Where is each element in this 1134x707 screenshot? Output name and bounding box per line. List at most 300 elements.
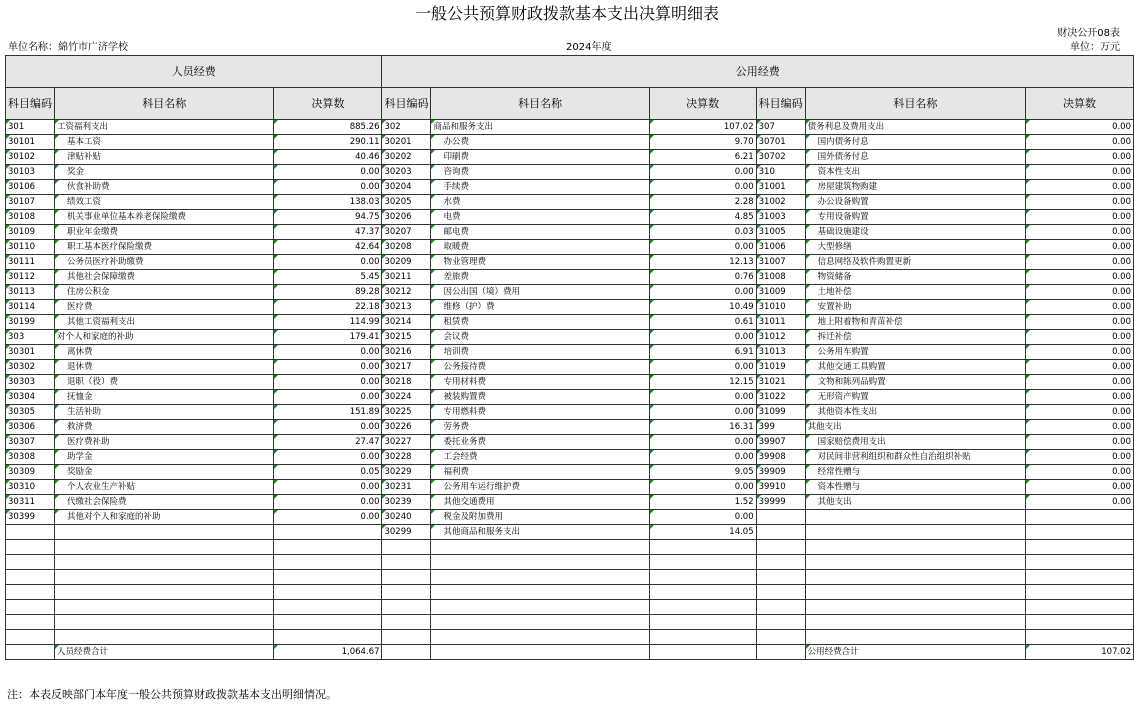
- name-cell: 无形资产购置: [805, 390, 1025, 405]
- name-cell: 抚恤金: [55, 390, 274, 405]
- amount-cell: 9.70: [649, 135, 756, 150]
- amount-cell: [1026, 585, 1134, 600]
- total-personnel-label: 人员经费合计: [55, 645, 274, 660]
- table-row: [6, 315, 1134, 330]
- amount-cell: 0.00: [274, 255, 382, 270]
- code-cell: 31099: [756, 405, 805, 420]
- table-row: [6, 300, 1134, 315]
- amount-cell: 6.21: [649, 150, 756, 165]
- expenditure-table: [5, 55, 1134, 660]
- code-cell: 30212: [382, 285, 431, 300]
- amount-cell: 0.00: [649, 180, 756, 195]
- table-row: [6, 435, 1134, 450]
- amount-cell: 0.00: [1026, 345, 1134, 360]
- total-personnel-amount: 1,064.67: [274, 645, 382, 660]
- name-cell: [805, 615, 1025, 630]
- code-cell: 30305: [6, 405, 55, 420]
- table-row: [6, 390, 1134, 405]
- name-cell: 离休费: [55, 345, 274, 360]
- amount-cell: 0.00: [1026, 405, 1134, 420]
- code-cell: 30208: [382, 240, 431, 255]
- code-cell: 30399: [6, 510, 55, 525]
- table-row: [6, 180, 1134, 195]
- amount-cell: [649, 540, 756, 555]
- amount-cell: 0.00: [1026, 120, 1134, 135]
- name-cell: 租赁费: [431, 315, 649, 330]
- name-cell: 物资储备: [805, 270, 1025, 285]
- code-cell: 39910: [756, 480, 805, 495]
- col-header-amount: 决算数: [649, 88, 756, 120]
- name-cell: [431, 540, 649, 555]
- code-cell: [756, 540, 805, 555]
- code-cell: 30302: [6, 360, 55, 375]
- table-row: [6, 120, 1134, 135]
- table-row: [6, 615, 1134, 630]
- total-public-amount: 107.02: [1026, 645, 1134, 660]
- code-cell: [756, 555, 805, 570]
- amount-cell: 0.61: [649, 315, 756, 330]
- amount-cell: 0.00: [274, 345, 382, 360]
- code-cell: [382, 630, 431, 645]
- col-header-name: 科目名称: [805, 88, 1025, 120]
- amount-cell: 0.00: [274, 375, 382, 390]
- table-row: [6, 630, 1134, 645]
- name-cell: 其他对个人和家庭的补助: [55, 510, 274, 525]
- name-cell: 绩效工资: [55, 195, 274, 210]
- name-cell: 被装购置费: [431, 390, 649, 405]
- code-cell: 30108: [6, 210, 55, 225]
- table-row: [6, 420, 1134, 435]
- amount-cell: [649, 645, 756, 660]
- code-cell: 30213: [382, 300, 431, 315]
- code-cell: [6, 540, 55, 555]
- name-cell: 信息网络及软件购置更新: [805, 255, 1025, 270]
- code-cell: [756, 510, 805, 525]
- code-cell: 30107: [6, 195, 55, 210]
- code-cell: 30206: [382, 210, 431, 225]
- amount-cell: 0.00: [1026, 315, 1134, 330]
- name-cell: 取暖费: [431, 240, 649, 255]
- amount-cell: 0.00: [1026, 390, 1134, 405]
- amount-cell: 290.11: [274, 135, 382, 150]
- table-row: [6, 225, 1134, 240]
- amount-cell: 0.00: [1026, 435, 1134, 450]
- name-cell: 国内债务付息: [805, 135, 1025, 150]
- code-cell: [382, 645, 431, 660]
- code-cell: [756, 615, 805, 630]
- code-cell: 307: [756, 120, 805, 135]
- code-cell: 301: [6, 120, 55, 135]
- name-cell: 印刷费: [431, 150, 649, 165]
- amount-cell: 0.00: [274, 495, 382, 510]
- code-cell: 30216: [382, 345, 431, 360]
- code-cell: 30214: [382, 315, 431, 330]
- name-cell: [805, 630, 1025, 645]
- name-cell: 其他工资福利支出: [55, 315, 274, 330]
- code-cell: [382, 555, 431, 570]
- code-cell: [6, 585, 55, 600]
- table-row: [6, 135, 1134, 150]
- amount-cell: 94.75: [274, 210, 382, 225]
- amount-cell: 89.28: [274, 285, 382, 300]
- code-cell: 30240: [382, 510, 431, 525]
- amount-cell: 0.00: [1026, 300, 1134, 315]
- amount-cell: [1026, 615, 1134, 630]
- code-cell: 39999: [756, 495, 805, 510]
- amount-cell: [274, 600, 382, 615]
- amount-cell: 0.00: [274, 420, 382, 435]
- name-cell: [55, 525, 274, 540]
- name-cell: 公务员医疗补助缴费: [55, 255, 274, 270]
- name-cell: [55, 630, 274, 645]
- code-cell: 302: [382, 120, 431, 135]
- name-cell: 手续费: [431, 180, 649, 195]
- code-cell: 30227: [382, 435, 431, 450]
- name-cell: [805, 540, 1025, 555]
- group-header-personnel: 人员经费: [6, 56, 382, 88]
- name-cell: 专用设备购置: [805, 210, 1025, 225]
- code-cell: 30111: [6, 255, 55, 270]
- name-cell: 福利费: [431, 465, 649, 480]
- amount-cell: 2.28: [649, 195, 756, 210]
- code-cell: 31008: [756, 270, 805, 285]
- table-row: [6, 255, 1134, 270]
- name-cell: 生活补助: [55, 405, 274, 420]
- code-cell: 31013: [756, 345, 805, 360]
- table-row: [6, 240, 1134, 255]
- code-cell: 30228: [382, 450, 431, 465]
- amount-cell: 0.76: [649, 270, 756, 285]
- col-header-amount: 决算数: [274, 88, 382, 120]
- amount-cell: 0.00: [649, 240, 756, 255]
- code-cell: [382, 570, 431, 585]
- amount-cell: 4.85: [649, 210, 756, 225]
- amount-cell: [649, 570, 756, 585]
- table-row: [6, 330, 1134, 345]
- code-cell: 30303: [6, 375, 55, 390]
- code-cell: 31019: [756, 360, 805, 375]
- code-cell: 30218: [382, 375, 431, 390]
- code-cell: 399: [756, 420, 805, 435]
- table-row: [6, 405, 1134, 420]
- code-cell: [756, 630, 805, 645]
- amount-cell: [1026, 630, 1134, 645]
- amount-cell: 0.00: [274, 165, 382, 180]
- amount-cell: 0.00: [1026, 360, 1134, 375]
- name-cell: 邮电费: [431, 225, 649, 240]
- amount-cell: 0.03: [649, 225, 756, 240]
- report-year: 2024年度: [566, 42, 612, 53]
- amount-cell: 5.45: [274, 270, 382, 285]
- name-cell: 文物和陈列品购置: [805, 375, 1025, 390]
- code-cell: 30225: [382, 405, 431, 420]
- name-cell: 代缴社会保险费: [55, 495, 274, 510]
- name-cell: 津贴补贴: [55, 150, 274, 165]
- amount-cell: 0.00: [274, 450, 382, 465]
- code-cell: [756, 600, 805, 615]
- name-cell: [55, 600, 274, 615]
- col-header-name: 科目名称: [431, 88, 649, 120]
- table-row: [6, 510, 1134, 525]
- amount-cell: 40.46: [274, 150, 382, 165]
- code-cell: 303: [6, 330, 55, 345]
- name-cell: 差旅费: [431, 270, 649, 285]
- code-cell: 30226: [382, 420, 431, 435]
- amount-cell: 0.00: [1026, 165, 1134, 180]
- col-header-code: 科目编码: [756, 88, 805, 120]
- name-cell: [431, 645, 649, 660]
- name-cell: 资本性赠与: [805, 480, 1025, 495]
- amount-cell: 114.99: [274, 315, 382, 330]
- code-cell: 30203: [382, 165, 431, 180]
- name-cell: 其他资本性支出: [805, 405, 1025, 420]
- name-cell: 其他支出: [805, 420, 1025, 435]
- code-cell: 30224: [382, 390, 431, 405]
- amount-cell: 1.52: [649, 495, 756, 510]
- code-cell: 30102: [6, 150, 55, 165]
- amount-cell: 0.05: [274, 465, 382, 480]
- code-cell: 30101: [6, 135, 55, 150]
- amount-cell: [1026, 570, 1134, 585]
- name-cell: 工资福利支出: [55, 120, 274, 135]
- total-public-label: 公用经费合计: [805, 645, 1025, 660]
- amount-cell: 0.00: [1026, 195, 1134, 210]
- amount-cell: 0.00: [649, 510, 756, 525]
- code-cell: 30103: [6, 165, 55, 180]
- amount-cell: 0.00: [1026, 270, 1134, 285]
- code-cell: [756, 525, 805, 540]
- name-cell: 助学金: [55, 450, 274, 465]
- amount-cell: 0.00: [1026, 240, 1134, 255]
- name-cell: [55, 540, 274, 555]
- amount-cell: 27.47: [274, 435, 382, 450]
- code-cell: 31005: [756, 225, 805, 240]
- col-header-amount: 决算数: [1026, 88, 1134, 120]
- name-cell: [431, 585, 649, 600]
- name-cell: [431, 615, 649, 630]
- name-cell: 因公出国（境）费用: [431, 285, 649, 300]
- table-row: [6, 555, 1134, 570]
- amount-cell: 0.00: [1026, 180, 1134, 195]
- name-cell: 退休费: [55, 360, 274, 375]
- name-cell: 拆迁补偿: [805, 330, 1025, 345]
- name-cell: 土地补偿: [805, 285, 1025, 300]
- amount-cell: 12.15: [649, 375, 756, 390]
- code-cell: 31022: [756, 390, 805, 405]
- name-cell: [805, 600, 1025, 615]
- code-cell: 30204: [382, 180, 431, 195]
- name-cell: 培训费: [431, 345, 649, 360]
- amount-cell: 0.00: [274, 180, 382, 195]
- name-cell: 办公设备购置: [805, 195, 1025, 210]
- code-cell: 30239: [382, 495, 431, 510]
- code-cell: [382, 615, 431, 630]
- amount-cell: 0.00: [1026, 285, 1134, 300]
- table-row: [6, 195, 1134, 210]
- name-cell: 个人农业生产补贴: [55, 480, 274, 495]
- name-cell: 专用燃料费: [431, 405, 649, 420]
- amount-cell: [274, 570, 382, 585]
- amount-cell: 107.02: [649, 120, 756, 135]
- amount-cell: 0.00: [274, 480, 382, 495]
- code-cell: 31011: [756, 315, 805, 330]
- code-cell: [382, 600, 431, 615]
- footnote: 注：本表反映部门本年度一般公共预算财政拨款基本支出明细情况。: [7, 688, 337, 701]
- amount-cell: [274, 585, 382, 600]
- code-cell: [382, 585, 431, 600]
- col-header-code: 科目编码: [6, 88, 55, 120]
- amount-cell: [274, 525, 382, 540]
- code-cell: 30207: [382, 225, 431, 240]
- code-cell: 39908: [756, 450, 805, 465]
- amount-cell: [1026, 525, 1134, 540]
- name-cell: [431, 600, 649, 615]
- code-cell: 31009: [756, 285, 805, 300]
- amount-cell: [649, 600, 756, 615]
- name-cell: 大型修缮: [805, 240, 1025, 255]
- table-row: [6, 570, 1134, 585]
- code-cell: [756, 645, 805, 660]
- name-cell: [431, 555, 649, 570]
- amount-cell: 138.03: [274, 195, 382, 210]
- amount-cell: 0.00: [274, 390, 382, 405]
- code-cell: [6, 600, 55, 615]
- amount-cell: 151.89: [274, 405, 382, 420]
- amount-cell: 0.00: [1026, 330, 1134, 345]
- amount-cell: 0.00: [1026, 375, 1134, 390]
- name-cell: 救济费: [55, 420, 274, 435]
- name-cell: 委托业务费: [431, 435, 649, 450]
- amount-cell: [1026, 555, 1134, 570]
- col-header-code: 科目编码: [382, 88, 431, 120]
- name-cell: 对民间非营利组织和群众性自治组织补贴: [805, 450, 1025, 465]
- name-cell: [805, 585, 1025, 600]
- code-cell: 30211: [382, 270, 431, 285]
- amount-cell: 10.49: [649, 300, 756, 315]
- amount-cell: 0.00: [649, 330, 756, 345]
- table-row: [6, 450, 1134, 465]
- name-cell: 专用材料费: [431, 375, 649, 390]
- amount-cell: 0.00: [649, 450, 756, 465]
- name-cell: 伙食补助费: [55, 180, 274, 195]
- code-cell: 30201: [382, 135, 431, 150]
- table-row: [6, 165, 1134, 180]
- code-cell: 30113: [6, 285, 55, 300]
- code-cell: 30217: [382, 360, 431, 375]
- table-row: [6, 465, 1134, 480]
- name-cell: 医疗费: [55, 300, 274, 315]
- name-cell: 安置补助: [805, 300, 1025, 315]
- table-row: [6, 345, 1134, 360]
- code-cell: 31010: [756, 300, 805, 315]
- name-cell: [55, 570, 274, 585]
- name-cell: [805, 525, 1025, 540]
- amount-cell: 14.05: [649, 525, 756, 540]
- code-cell: [6, 645, 55, 660]
- code-cell: 30701: [756, 135, 805, 150]
- amount-cell: [1026, 510, 1134, 525]
- group-header-public: 公用经费: [382, 56, 1134, 88]
- amount-cell: 0.00: [1026, 495, 1134, 510]
- name-cell: [55, 585, 274, 600]
- code-cell: 30309: [6, 465, 55, 480]
- name-cell: 奖励金: [55, 465, 274, 480]
- table-row: [6, 525, 1134, 540]
- amount-cell: 0.00: [1026, 210, 1134, 225]
- amount-cell: 0.00: [274, 510, 382, 525]
- code-cell: 310: [756, 165, 805, 180]
- amount-cell: 0.00: [649, 390, 756, 405]
- amount-cell: 0.00: [1026, 480, 1134, 495]
- name-cell: 公务用车运行维护费: [431, 480, 649, 495]
- name-cell: 国外债务付息: [805, 150, 1025, 165]
- name-cell: 会议费: [431, 330, 649, 345]
- name-cell: 劳务费: [431, 420, 649, 435]
- amount-cell: 0.00: [1026, 420, 1134, 435]
- table-row: [6, 480, 1134, 495]
- code-cell: [382, 540, 431, 555]
- page-title: 一般公共预算财政拨款基本支出决算明细表: [414, 4, 719, 23]
- code-cell: 31003: [756, 210, 805, 225]
- name-cell: 水费: [431, 195, 649, 210]
- code-cell: 30231: [382, 480, 431, 495]
- code-cell: 30306: [6, 420, 55, 435]
- table-row: [6, 495, 1134, 510]
- name-cell: 机关事业单位基本养老保险缴费: [55, 210, 274, 225]
- name-cell: 奖金: [55, 165, 274, 180]
- name-cell: 物业管理费: [431, 255, 649, 270]
- code-cell: 39907: [756, 435, 805, 450]
- table-row: [6, 210, 1134, 225]
- name-cell: 基础设施建设: [805, 225, 1025, 240]
- code-cell: [756, 585, 805, 600]
- name-cell: 职业年金缴费: [55, 225, 274, 240]
- name-cell: 其他交通工具购置: [805, 360, 1025, 375]
- name-cell: 其他社会保障缴费: [55, 270, 274, 285]
- code-cell: 30311: [6, 495, 55, 510]
- name-cell: 商品和服务支出: [431, 120, 649, 135]
- amount-cell: [649, 615, 756, 630]
- amount-cell: 179.41: [274, 330, 382, 345]
- name-cell: [431, 630, 649, 645]
- code-cell: [6, 570, 55, 585]
- amount-cell: 0.00: [274, 360, 382, 375]
- code-cell: [756, 570, 805, 585]
- name-cell: 对个人和家庭的补助: [55, 330, 274, 345]
- code-cell: 30112: [6, 270, 55, 285]
- name-cell: 地上附着物和青苗补偿: [805, 315, 1025, 330]
- amount-cell: [649, 585, 756, 600]
- name-cell: 债务利息及费用支出: [805, 120, 1025, 135]
- amount-cell: 885.26: [274, 120, 382, 135]
- name-cell: 电费: [431, 210, 649, 225]
- amount-cell: 0.00: [649, 285, 756, 300]
- code-cell: 31021: [756, 375, 805, 390]
- code-cell: 30310: [6, 480, 55, 495]
- name-cell: [55, 615, 274, 630]
- code-cell: [6, 630, 55, 645]
- code-cell: [6, 525, 55, 540]
- amount-cell: 0.00: [1026, 450, 1134, 465]
- amount-cell: 9.05: [649, 465, 756, 480]
- amount-cell: [649, 630, 756, 645]
- code-cell: 30199: [6, 315, 55, 330]
- table-row: [6, 360, 1134, 375]
- code-cell: 30229: [382, 465, 431, 480]
- code-cell: 30301: [6, 345, 55, 360]
- name-cell: 公务接待费: [431, 360, 649, 375]
- totals-row: [6, 645, 1134, 660]
